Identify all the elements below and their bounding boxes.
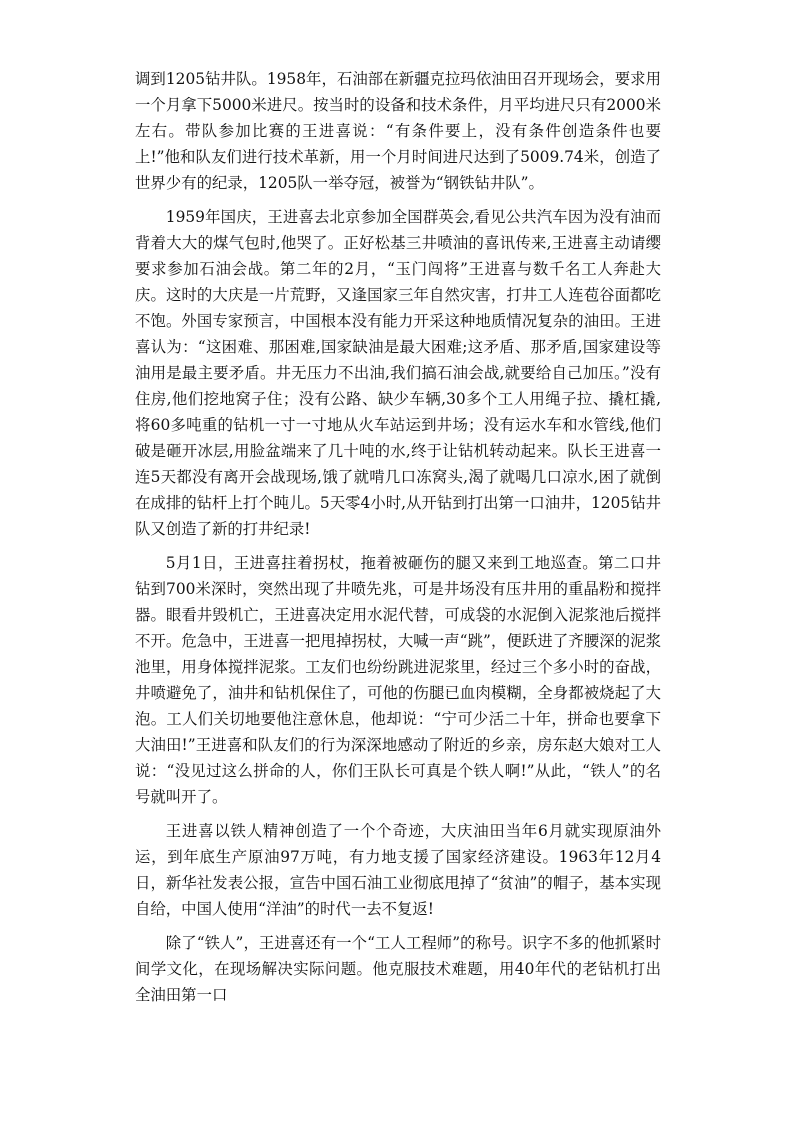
paragraph-5: 除了“铁人”，王进喜还有一个“工人工程师”的称号。识字不多的他抓紧时间学文化，在现场解决实际问题。他克服技术难题，用40年代的老钻机打出全油田第一口: [135, 934, 661, 1004]
paragraph-2: 1959年国庆，王进喜去北京参加全国群英会,看见公共汽车因为没有油而背着大大的煤气包时,他哭了。正好松基三井喷油的喜讯传来,王进喜主动请缨要求参加石油会战。第二年的2月，“玉门闯将”王进喜与数千名工人奔赴大庆。这时的大庆是一片荒野，又逢国家三年自然灾害，打井工人连苞谷面都吃不饱。外国专家预言，中国根本没有能力开采这种地质情况复杂的油田。王进喜认为：“这困难、那困难,国家缺油是最大困难;这矛盾、那矛盾,国家建设等油用是最主要矛盾。井无压力不出油,我们搞石油会战,就要给自己加压。”没有住房,他们挖地窝子住；没有公路、缺少车辆,30多个工人用绳子拉、撬杠撬,将60多吨重的钻机一寸一寸地从火车站运到井场；没有运水车和水管线,他们破是砸开冰层,用脸盆端来了几十吨的水,终于让钻机转动起来。队长王进喜一连5天都没有离开会战现场,饿了就啃几口冻窝头,渴了就喝几口凉水,困了就倒在成排的钻杆上打个盹儿。5天零4小时,从开钻到打出第一口油井，1205钻井队又创造了新的打井纪录!: [135, 208, 661, 538]
paragraph-4: 王进喜以铁人精神创造了一个个奇迹，大庆油田当年6月就实现原油外运，到年底生产原油97万吨，有力地支援了国家经济建设。1963年12月4日，新华社发表公报，宣告中国石油工业彻底甩掉了“贫油”的帽子，基本实现自给，中国人使用“洋油”的时代一去不复返!: [135, 822, 661, 918]
article-body: [135, 66, 661, 1008]
paragraph-1: 调到1205钻井队。1958年，石油部在新疆克拉玛依油田召开现场会，要求用一个月拿下5000米进尺。按当时的设备和技术条件，月平均进尺只有2000米左右。带队参加比赛的王进喜说：“有条件要上，没有条件创造条件也要上!”他和队友们进行技术革新，用一个月时间进尺达到了5009.74米，创造了世界少有的纪录，1205队一举夺冠，被誉为“钢铁钻井队”。: [135, 70, 661, 192]
paragraph-3: 5月1日，王进喜拄着拐杖，拖着被砸伤的腿又来到工地巡查。第二口井钻到700米深时，突然出现了井喷先兆，可是井场没有压井用的重晶粉和搅拌器。眼看井毁机亡，王进喜决定用水泥代替，可成袋的水泥倒入泥浆池后搅拌不开。危急中，王进喜一把甩掉拐杖，大喊一声“跳”，便跃进了齐腰深的泥浆池里，用身体搅拌泥浆。工友们也纷纷跳进泥浆里，经过三个多小时的奋战，井喷避免了，油井和钻机保住了，可他的伤腿已血肉模糊，全身都被烧起了大泡。工人们关切地要他注意休息，他却说：“宁可少活二十年，拼命也要拿下大油田!”王进喜和队友们的行为深深地感动了附近的乡亲，房东赵大娘对工人说：“没见过这么拼命的人，你们王队长可真是个铁人啊!”从此，“铁人”的名号就叫开了。: [135, 554, 661, 806]
